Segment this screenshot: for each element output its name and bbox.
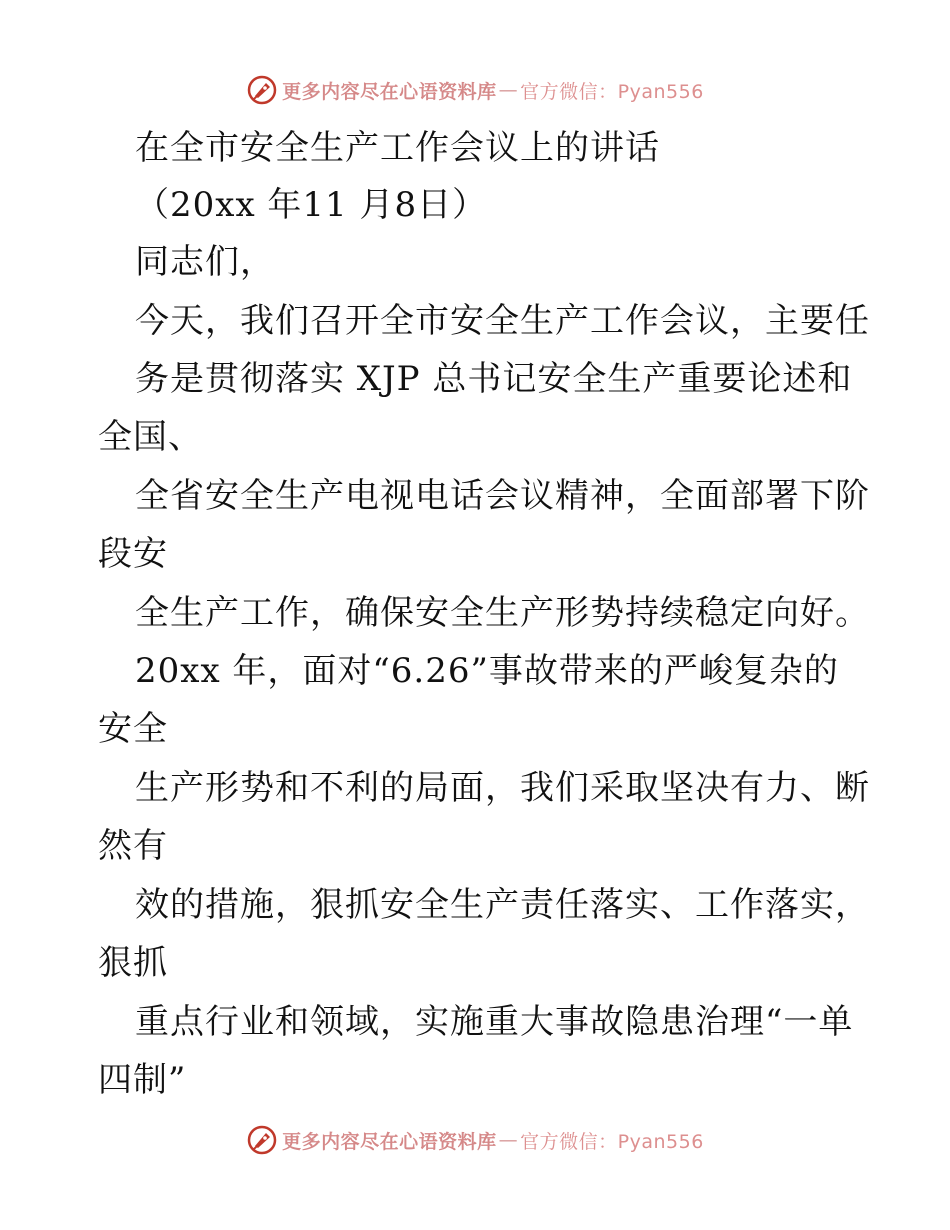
document-title: 在全市安全生产工作会议上的讲话 bbox=[135, 128, 660, 168]
banner-dash: — bbox=[498, 1129, 519, 1151]
paragraph-line: 生产形势和不利的局面，我们采取坚决有力、断 bbox=[135, 768, 870, 808]
paragraph-line: 效的措施，狠抓安全生产责任落实、工作落实， bbox=[135, 885, 870, 925]
document-date: （20xx 年11 月8日） bbox=[135, 185, 488, 225]
paragraph-line: 重点行业和领域，实施重大事故隐患治理“一单 bbox=[135, 1002, 854, 1042]
paragraph-line: 全国、 bbox=[98, 417, 203, 457]
salutation: 同志们， bbox=[135, 242, 275, 282]
banner-text: 更多内容尽在心语资料库 bbox=[282, 80, 497, 103]
paragraph-line: 四制” bbox=[98, 1060, 187, 1100]
header-banner bbox=[0, 73, 950, 107]
paragraph-line: 务是贯彻落实 XJP 总书记安全生产重要论述和 bbox=[135, 359, 853, 399]
paragraph-line: 段安 bbox=[98, 534, 168, 574]
pen-nib-logo-icon bbox=[246, 74, 278, 106]
paragraph-line: 20xx 年，面对“6.26”事故带来的严峻复杂的 bbox=[135, 651, 839, 691]
banner-dash: — bbox=[498, 79, 519, 101]
paragraph-line: 全生产工作，确保安全生产形势持续稳定向好。 bbox=[135, 593, 870, 633]
paragraph-line: 全省安全生产电视电话会议精神，全面部署下阶 bbox=[135, 476, 870, 516]
banner-text: 更多内容尽在心语资料库 bbox=[282, 1130, 497, 1153]
banner-wechat: 官方微信：Pyan556 bbox=[520, 1130, 704, 1153]
footer-banner bbox=[0, 1123, 950, 1157]
banner-wechat: 官方微信：Pyan556 bbox=[520, 80, 704, 103]
pen-nib-logo-icon bbox=[246, 1124, 278, 1156]
paragraph-line: 安全 bbox=[98, 709, 168, 749]
paragraph-line: 狠抓 bbox=[98, 943, 168, 983]
paragraph-line: 今天，我们召开全市安全生产工作会议，主要任 bbox=[135, 301, 870, 341]
paragraph-line: 然有 bbox=[98, 826, 168, 866]
